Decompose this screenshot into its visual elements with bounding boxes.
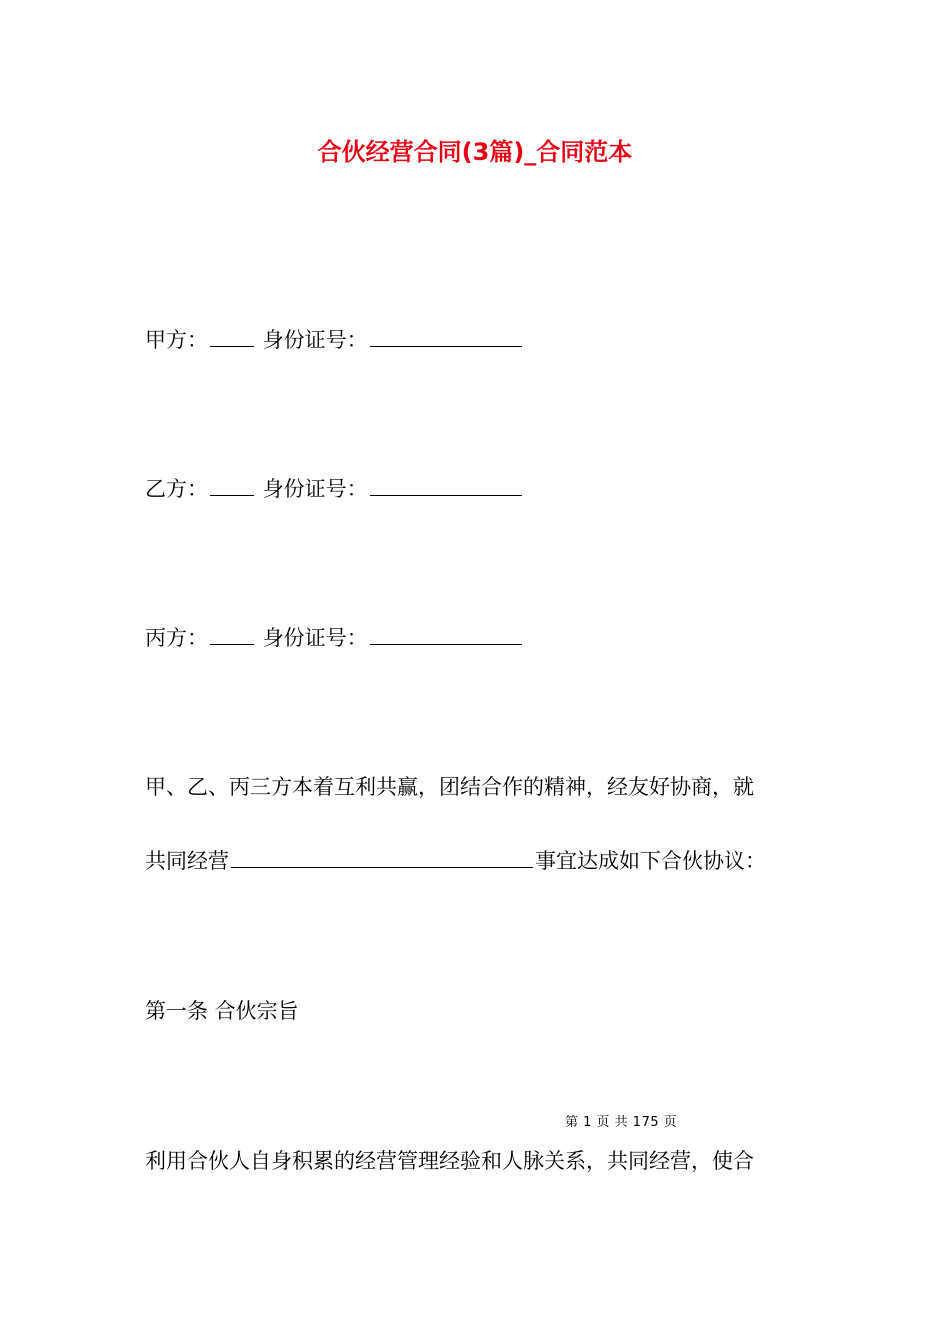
party-b-label: 乙方： [145,477,208,501]
intro-line-2-prefix: 共同经营 [145,849,229,873]
business-blank [231,847,533,868]
party-b-id-label: 身份证号： [262,477,368,501]
party-c-label: 丙方： [145,626,208,650]
article-1-text: 利用合伙人自身积累的经营管理经验和人脉关系，共同经营，使合 [145,1149,754,1173]
intro-line-1: 甲、乙、丙三方本着互利共赢，团结合作的精神，经友好协商，就 [145,775,754,799]
party-a-line [145,325,524,355]
document-title: 合伙经营合同(3篇)_合同范本 [317,138,633,166]
party-b-id-blank [370,475,522,496]
intro-line-2 [145,846,766,876]
party-a-id-label: 身份证号： [262,328,368,352]
party-c-name-blank [210,624,254,645]
party-b-name-blank [210,475,254,496]
party-a-name-blank [210,326,254,347]
page-indicator: 第 1 页 共 175 页 [565,1115,678,1130]
party-a-label: 甲方： [145,328,208,352]
article-1-heading: 第一条 合伙宗旨 [145,999,299,1023]
intro-line-2-suffix: 事宜达成如下合伙协议： [535,849,766,873]
party-c-id-label: 身份证号： [262,626,368,650]
party-a-id-blank [370,326,522,347]
party-c-id-blank [370,624,522,645]
party-c-line [145,623,524,653]
party-b-line [145,474,524,504]
